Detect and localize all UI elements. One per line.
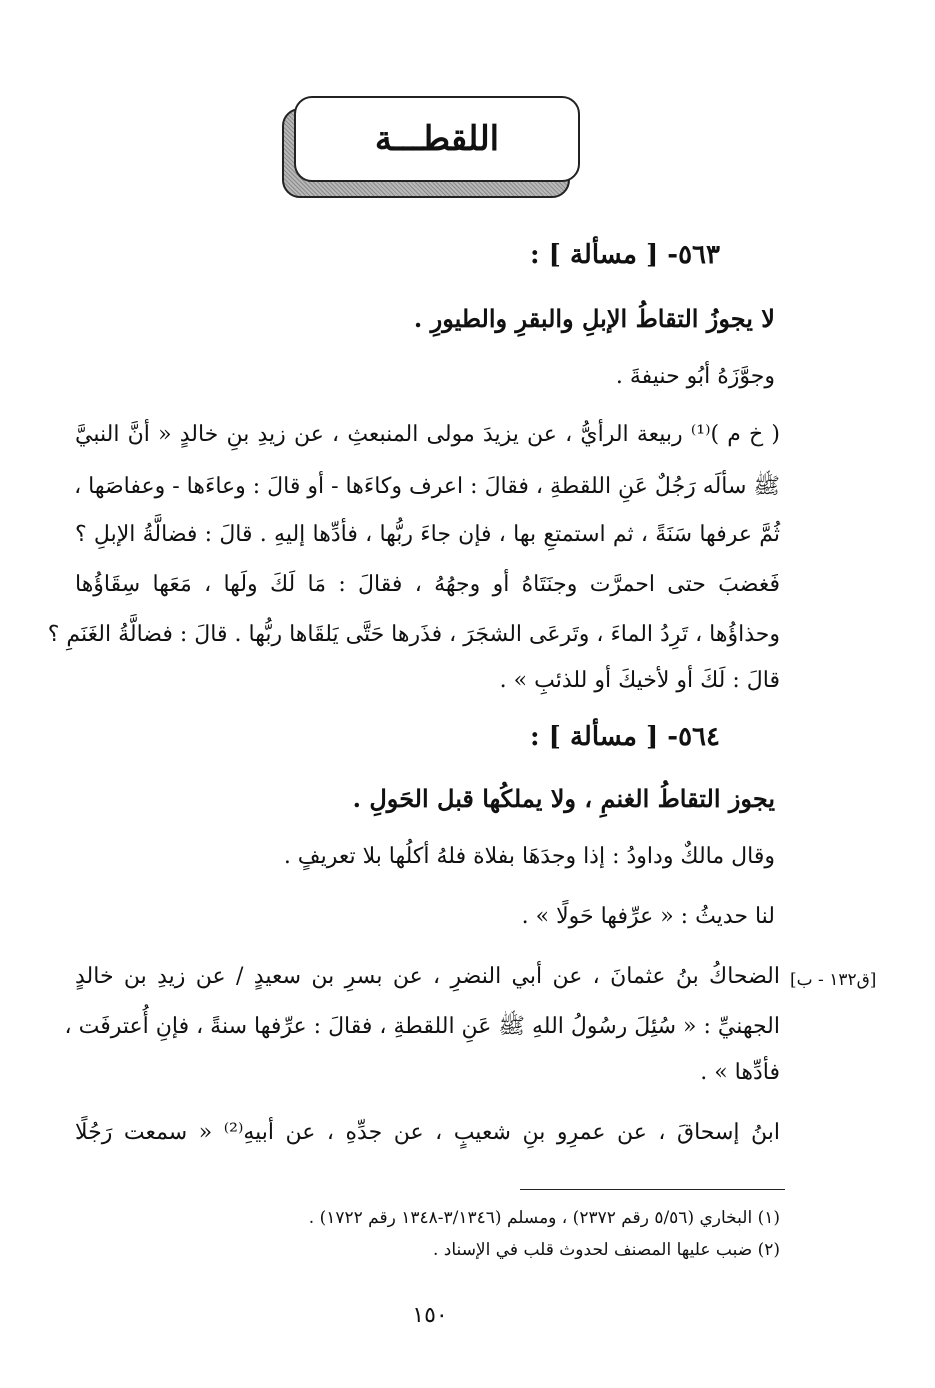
- footnote-1: (١) البخاري (٥/٥٦ رقم ٢٣٧٢) ، ومسلم (٣/١٣٤٦-١٣٤٨ رقم ١٧٢٢) .: [308, 1208, 780, 1228]
- issue-564-opinion: وقال مالكٌ وداودُ : إذا وجدَهَا بفلاة فلهُ أكلُها بلا تعريفٍ .: [283, 844, 775, 869]
- hadith-line: ﷺ سألَه رَجُلٌ عَنِ اللقطةِ ، فقالَ : اعرف وكاءَها - أو قالَ : وعاءَها - وعفاصَها ،: [74, 474, 780, 499]
- hadith-line: الجهنيِّ : « سُئِلَ رسُولُ اللهِ ﷺ عَنِ اللقطةِ ، فقالَ : عرِّفها سنةً ، فإنِ أُعترفَت ،: [64, 1014, 780, 1039]
- manuscript-folio-note: [ق١٣٢ - ب]: [790, 970, 877, 990]
- chapter-title: اللقطـــة: [374, 119, 500, 159]
- issue-563-opinion: وجوَّزَهُ أبُو حنيفةَ .: [615, 364, 775, 389]
- footnote-2: (٢) ضبب عليها المصنف لحدوث قلب في الإسناد .: [433, 1240, 780, 1260]
- issue-563-ruling: لا يجوزُ التقاطُ الإبلِ والبقرِ والطيورِ .: [413, 304, 775, 333]
- page-number: ١٥٠: [412, 1303, 448, 1328]
- title-box: [294, 96, 580, 182]
- hadith-line: ثُمَّ عرفها سَنَةً ، ثم استمتعِ بها ، فإن جاءَ ربُّها ، فأدِّها إليهِ . قالَ : فضالَّةُ الإبلِ ؟: [75, 522, 780, 547]
- hadith-line: الضحاكُ بنُ عثمانَ ، عن أبي النضرِ ، عن بسرِ بن سعيدٍ / عن زيدِ بن خالدٍ: [75, 964, 780, 989]
- issue-564-proof: لنا حديثُ : « عرِّفها حَولًا » .: [521, 904, 775, 929]
- hadith-line: فَغضبَ حتى احمرَّت وجنَتَاهُ أو وجهُهُ ، فقالَ : مَا لَكَ ولَها ، مَعَها سِقَاؤُها: [75, 572, 780, 597]
- hadith-line: فأدِّها » .: [700, 1060, 780, 1085]
- hadith-line: ابنُ إسحاقَ ، عن عمرِو بنِ شعيبٍ ، عن جدِّهِ ، عن أبيهِ⁽²⁾ « سمعت رَجُلًا: [75, 1120, 781, 1145]
- issue-564-ruling: يجوز التقاطُ الغنمِ ، ولا يملكُها قبل الحَولِ .: [352, 784, 775, 813]
- footnote-divider: [520, 1189, 785, 1190]
- chapter-title-frame: [282, 96, 580, 196]
- issue-563-heading: ٥٦٣- [ مسألة ] :: [529, 240, 720, 270]
- hadith-line: وحذاؤُها ، تَرِدُ الماءَ ، وتَرعَى الشجَرَ ، فذَرها حَتَّى يَلقَاها ربُّها . قالَ : فضالَّةُ الغَنَمِ ؟: [47, 622, 780, 647]
- hadith-line: قالَ : لَكَ أو لأخيكَ أو للذئبِ » .: [499, 668, 780, 693]
- issue-564-heading: ٥٦٤- [ مسألة ] :: [529, 722, 720, 752]
- hadith-line: ( خ م )⁽¹⁾ ربيعة الرأيُّ ، عن يزيدَ مولى المنبعثِ ، عن زيدِ بنِ خالدٍ « أنَّ النبيَّ: [75, 422, 781, 447]
